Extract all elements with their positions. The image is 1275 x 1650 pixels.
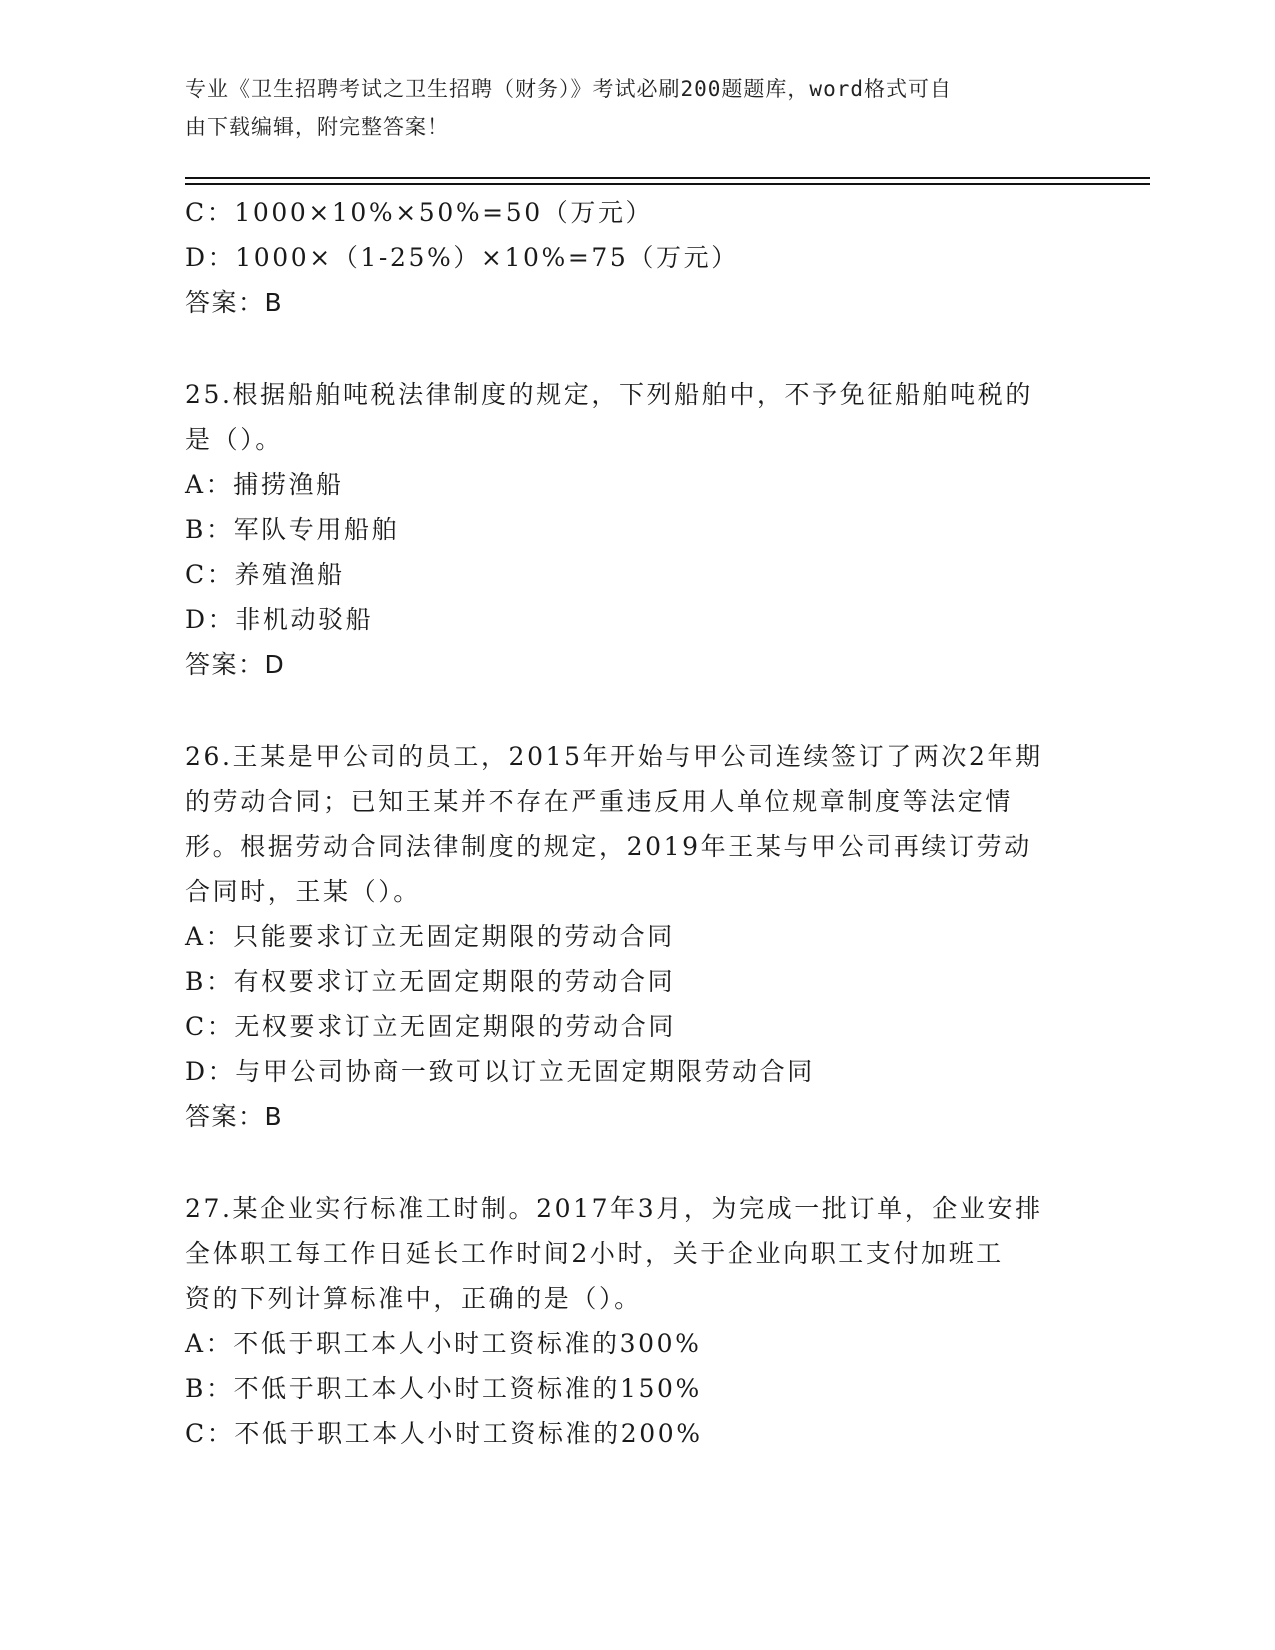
question-stem: 25.根据船舶吨税法律制度的规定，下列船舶中，不予免征船舶吨税的 [185, 380, 1033, 409]
header-line-2: 由下载编辑，附完整答案！ [185, 115, 449, 139]
answer-label: 答案：B [185, 1102, 284, 1131]
question-25 [185, 372, 1085, 687]
spacer [185, 687, 1085, 734]
option-d: D：1000×（1-25%）×10%=75（万元） [185, 243, 739, 272]
question-stem: 形。根据劳动合同法律制度的规定，2019年王某与甲公司再续订劳动 [185, 832, 1032, 861]
question-26 [185, 734, 1085, 1139]
question-27 [185, 1186, 1085, 1456]
question-stem: 的劳动合同；已知王某并不存在严重违反用人单位规章制度等法定情 [185, 787, 1014, 816]
question-stem: 合同时，王某（）。 [185, 877, 421, 906]
option-d: D：与甲公司协商一致可以订立无固定期限劳动合同 [185, 1057, 815, 1086]
option-c: C：无权要求订立无固定期限的劳动合同 [185, 1012, 676, 1041]
header-line-1: 专业《卫生招聘考试之卫生招聘（财务）》考试必刷200题题库，word格式可自 [185, 77, 952, 101]
spacer [185, 325, 1085, 372]
option-c: C：养殖渔船 [185, 560, 345, 589]
option-c: C：1000×10%×50%=50（万元） [185, 198, 654, 227]
option-c: C：不低于职工本人小时工资标准的200% [185, 1419, 703, 1448]
option-a: A：捕捞渔船 [185, 470, 344, 499]
document-body [185, 190, 1085, 1456]
option-d: D：非机动驳船 [185, 605, 374, 634]
question-stem: 资的下列计算标准中，正确的是（）。 [185, 1284, 642, 1313]
option-b: B：不低于职工本人小时工资标准的150% [185, 1374, 702, 1403]
answer-label: 答案：B [185, 288, 284, 317]
option-b: B：军队专用船舶 [185, 515, 400, 544]
question-stem: 是（）。 [185, 425, 283, 454]
spacer [185, 1139, 1085, 1186]
question-stem: 全体职工每工作日延长工作时间2小时，关于企业向职工支付加班工 [185, 1239, 1004, 1268]
header-rule-top [185, 177, 1150, 179]
question-stem: 26.王某是甲公司的员工，2015年开始与甲公司连续签订了两次2年期 [185, 742, 1043, 771]
question-24-tail [185, 190, 1085, 325]
document-header [185, 70, 1065, 146]
header-rule-bottom [185, 183, 1150, 185]
option-a: A：不低于职工本人小时工资标准的300% [185, 1329, 702, 1358]
option-a: A：只能要求订立无固定期限的劳动合同 [185, 922, 675, 951]
question-stem: 27.某企业实行标准工时制。2017年3月，为完成一批订单，企业安排 [185, 1194, 1043, 1223]
answer-label: 答案：D [185, 650, 286, 679]
option-b: B：有权要求订立无固定期限的劳动合同 [185, 967, 676, 996]
